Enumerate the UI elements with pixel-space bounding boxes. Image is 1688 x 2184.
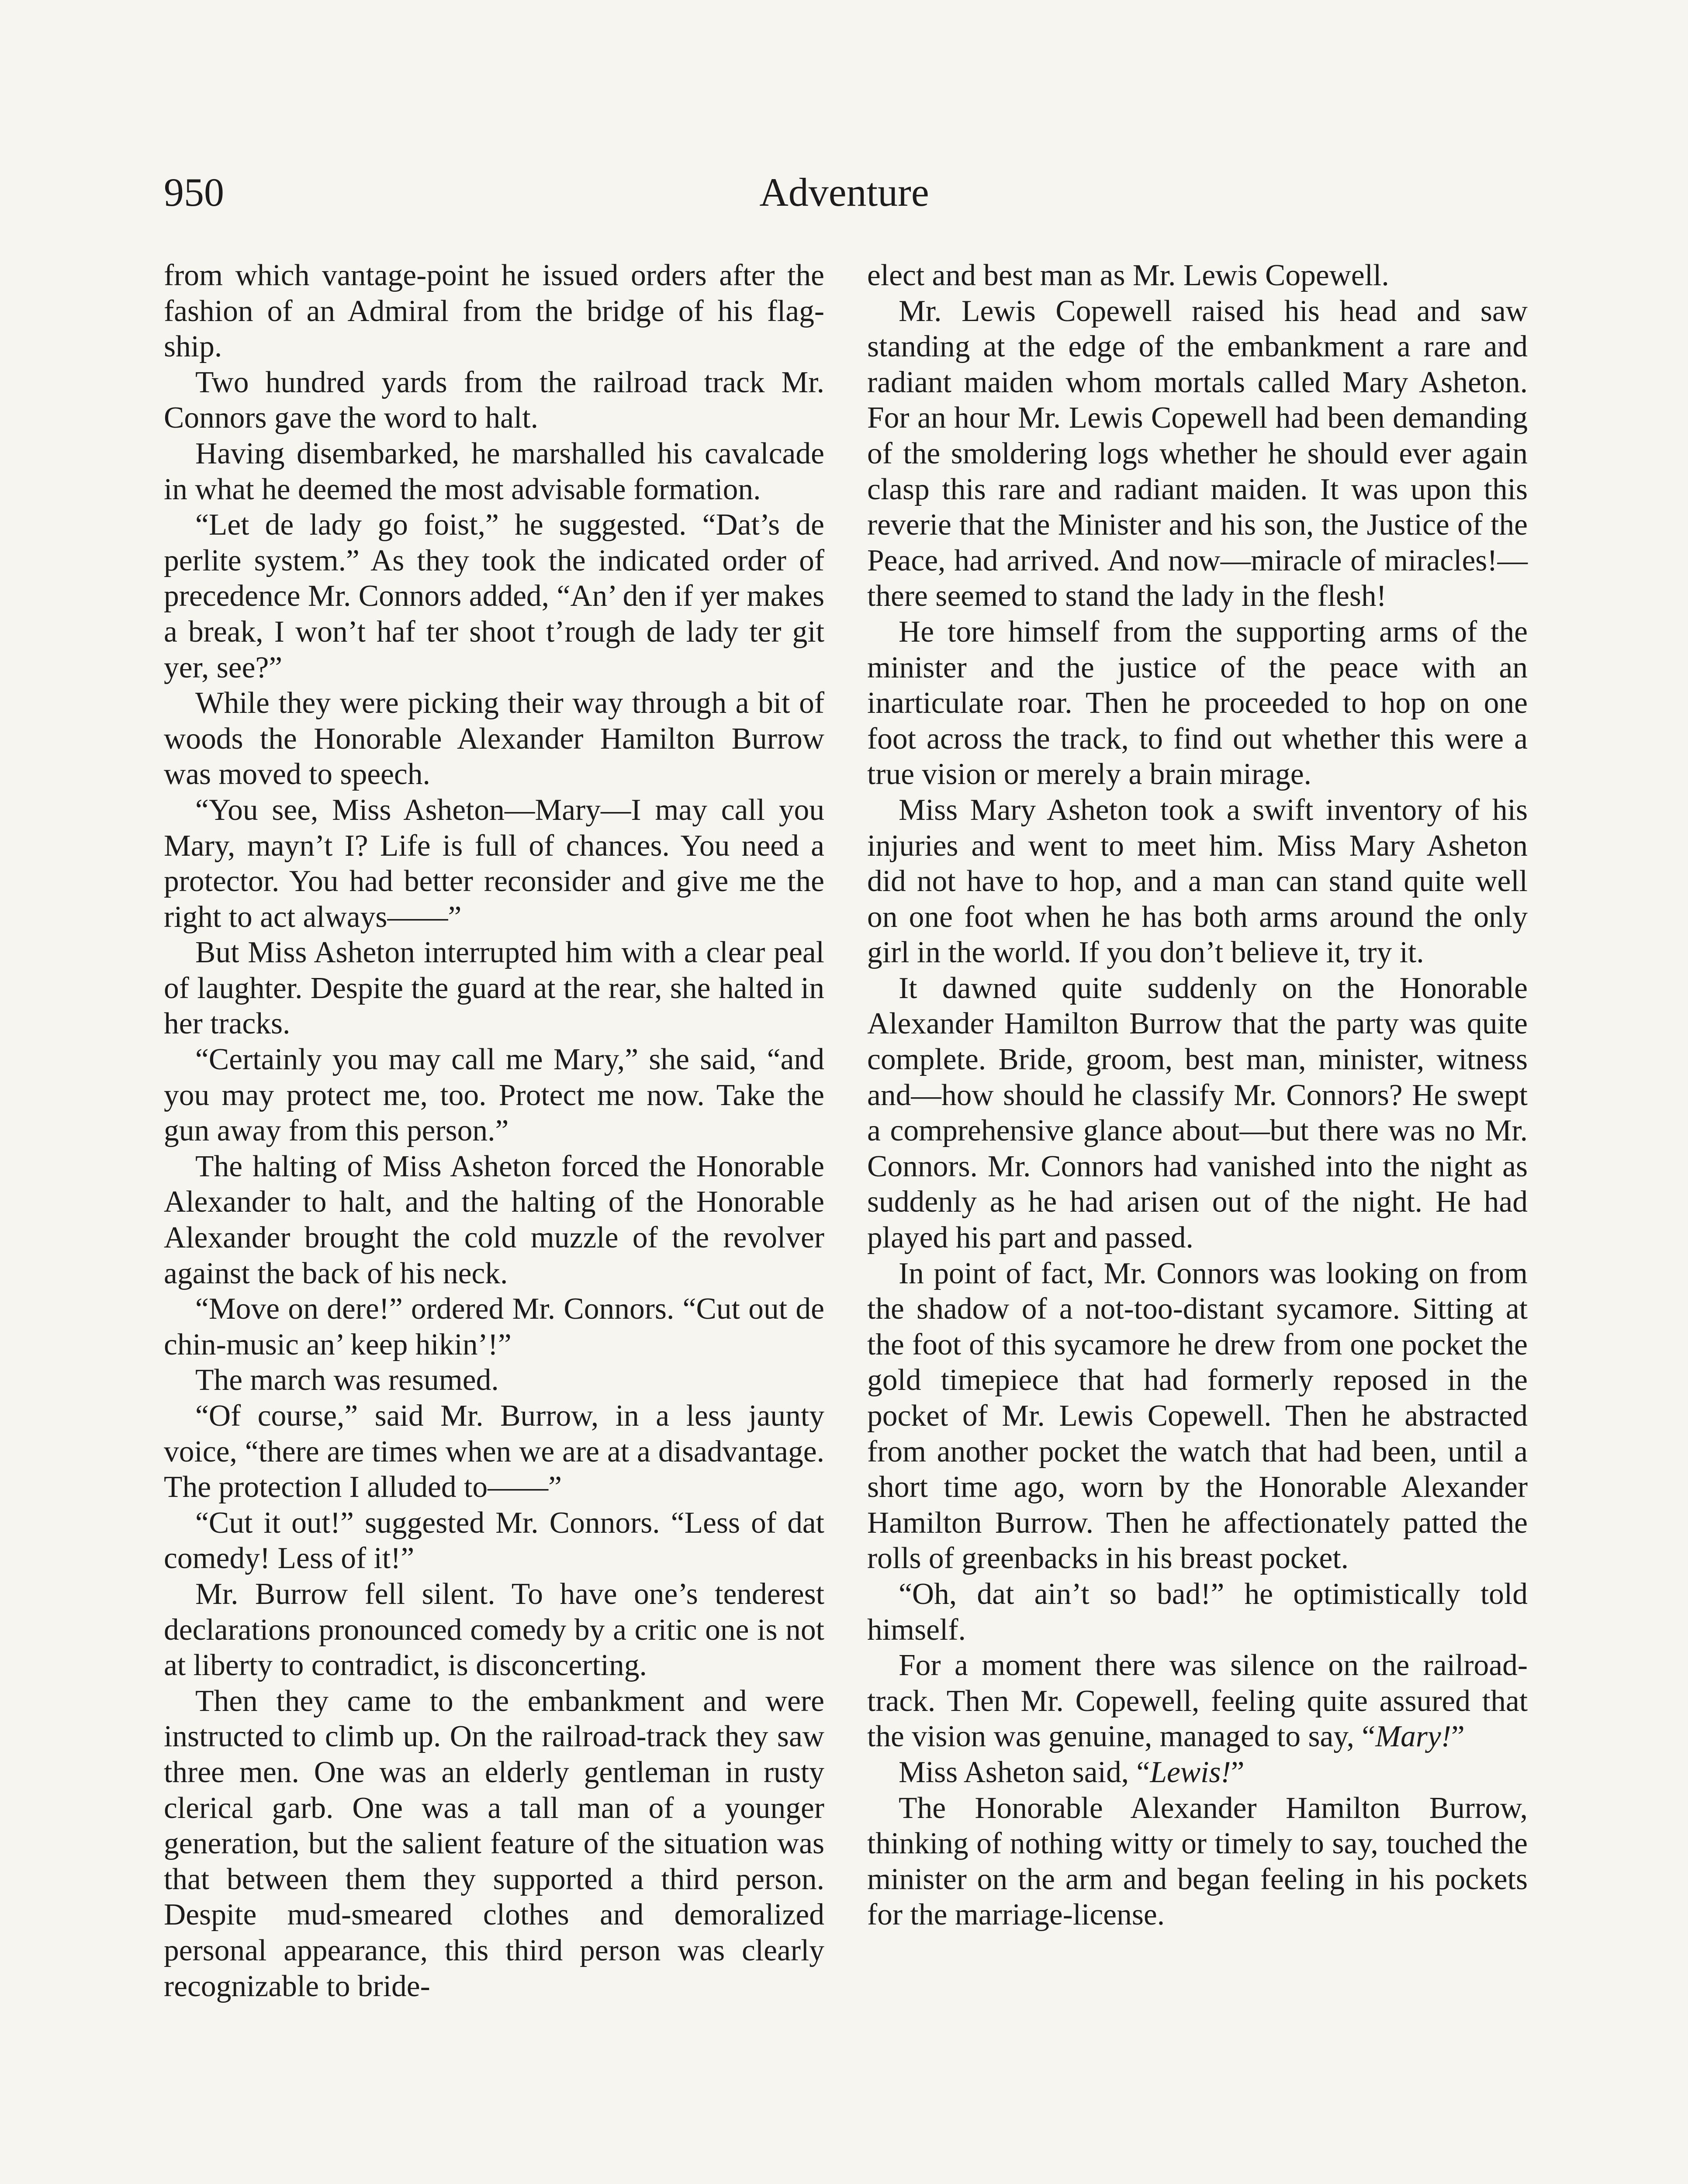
emphasis: Mary! <box>1375 1720 1451 1754</box>
running-title: Adventure <box>759 170 929 214</box>
text-run: ” <box>1451 1720 1465 1754</box>
page-header <box>164 166 1525 218</box>
paragraph: Mr. Burrow fell silent. To have one’s tenderest declarations pronounced comedy by a critic one is not at liberty to contradict, is disconcerting. <box>164 1577 824 1683</box>
text-run: For a moment there was silence on the railroad-track. Then Mr. Copewell, feeling quite assured that the vision was genuine, managed to say, “ <box>867 1648 1528 1754</box>
paragraph: “Oh, dat ain’t so bad!” he optimistically told himself. <box>867 1577 1528 1647</box>
paragraph: The Honorable Alexander Hamilton Burrow, thinking of nothing witty or timely to say, touched the minister on the arm and began feeling in his pockets for the marriage-license. <box>867 1791 1528 1932</box>
paragraph: Two hundred yards from the railroad track Mr. Connors gave the word to halt. <box>164 365 824 435</box>
right-column <box>867 258 1528 1933</box>
paragraph: The halting of Miss Asheton forced the Honorable Alexander to halt, and the halting of the Honorable Alexander brought the cold muzzle of the revolver against the back of his neck. <box>164 1149 824 1290</box>
paragraph: The march was resumed. <box>195 1363 499 1397</box>
left-column <box>164 258 824 2004</box>
paragraph: “Move on dere!” ordered Mr. Connors. “Cut out de chin-music an’ keep hikin’!” <box>164 1292 824 1362</box>
paragraph: It dawned quite suddenly on the Honorable Alexander Hamilton Burrow that the party was quite complete. Bride, groom, best man, minister, witness and—how should he classify Mr. Connors? He swept a comprehensive glance about—but there was no Mr. Connors. Mr. Connors had vanished into the night as suddenly as he had arisen out of the night. He had played his part and passed. <box>867 971 1528 1255</box>
paragraph: “You see, Miss Asheton—Mary—I may call you Mary, mayn’t I? Life is full of chances. You need a protector. You had better reconsider and give me the right to act always——” <box>164 793 824 934</box>
paragraph: elect and best man as Mr. Lewis Copewell. <box>867 259 1389 292</box>
paragraph: “Let de lady go foist,” he suggested. “Dat’s de perlite system.” As they took the indicated order of precedence Mr. Connors added, “An’ den if yer makes a break, I won’t haf ter shoot t’rough de lady ter git yer, see?” <box>164 508 824 684</box>
emphasis: Lewis! <box>1150 1755 1231 1789</box>
paragraph: He tore himself from the supporting arms of the minister and the justice of the peace with an inarticulate roar. Then he proceeded to hop on one foot across the track, to find out whether this were a true vision or merely a brain mirage. <box>867 615 1528 791</box>
paragraph: “Cut it out!” suggested Mr. Connors. “Less of dat comedy! Less of it!” <box>164 1506 824 1576</box>
paragraph: Mr. Lewis Copewell raised his head and saw standing at the edge of the embankment a rare and radiant maiden whom mortals called Mary Asheton. For an hour Mr. Lewis Copewell had been demanding of the smoldering logs whether he should ever again clasp this rare and radiant maiden. It was upon this reverie that the Minister and his son, the Justice of the Peace, had arrived. And now—miracle of miracles!—there seemed to stand the lady in the flesh! <box>867 294 1528 613</box>
text-run: ” <box>1231 1755 1245 1789</box>
paragraph: Having disembarked, he marshalled his cavalcade in what he deemed the most advisable formation. <box>164 436 824 506</box>
paragraph <box>867 1755 1528 1790</box>
paragraph: “Of course,” said Mr. Burrow, in a less jaunty voice, “there are times when we are at a disadvantage. The protection I alluded to——” <box>164 1399 824 1504</box>
paragraph <box>867 1648 1528 1755</box>
paragraph: Miss Mary Asheton took a swift inventory of his injuries and went to meet him. Miss Mary Asheton did not have to hop, and a man can stand quite well on one foot when he has both arms around the only girl in the world. If you don’t believe it, try it. <box>867 793 1528 970</box>
text-run: Miss Asheton said, “ <box>899 1755 1150 1789</box>
paragraph: from which vantage-point he issued orders after the fashion of an Admiral from the bridge of his flag-ship. <box>164 259 824 364</box>
paragraph: “Certainly you may call me Mary,” she said, “and you may protect me, too. Protect me now. Take the gun away from this person.” <box>164 1043 824 1148</box>
page-number: 950 <box>164 170 224 214</box>
paragraph: While they were picking their way through a bit of woods the Honorable Alexander Hamilton Burrow was moved to speech. <box>164 686 824 791</box>
paragraph: In point of fact, Mr. Connors was looking on from the shadow of a not-too-distant sycamore. Sitting at the foot of this sycamore he drew from one pocket the gold timepiece that had formerly reposed in the pocket of Mr. Lewis Copewell. Then he abstracted from another pocket the watch that had been, until a short time ago, worn by the Honorable Alexander Hamilton Burrow. Then he affectionately patted the rolls of greenbacks in his breast pocket. <box>867 1256 1528 1576</box>
paragraph: Then they came to the embankment and were instructed to climb up. On the railroad-track they saw three men. One was an elderly gentleman in rusty clerical garb. One was a tall man of a younger generation, but the salient feature of the situation was that between them they supported a third person. Despite mud-smeared clothes and demoralized personal appearance, this third person was clearly recognizable to bride- <box>164 1684 824 2003</box>
paragraph: But Miss Asheton interrupted him with a clear peal of laughter. Despite the guard at the rear, she halted in her tracks. <box>164 936 824 1041</box>
